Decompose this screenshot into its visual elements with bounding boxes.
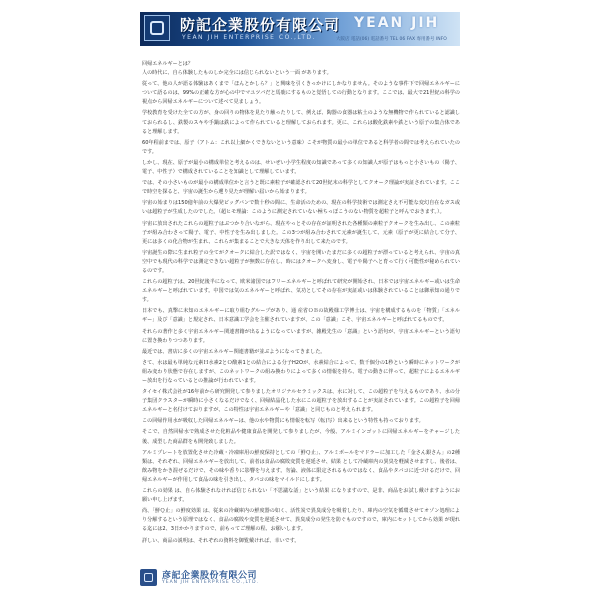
article-title: 回帰エネルギーとは？: [142, 61, 193, 67]
paragraph: 従って、他の人が語る体験はあくまで「ほんとかしら？」と興味を引くきっかけにしかなりません。そのような事件下で回帰エネルギーについて語るのは、99%の正確な方が心の中でマユツバだと馬鹿にするものと覚悟しての行動となります。ここでは、最大で21世紀の科学の視点から回帰エネルギーについて述べて見ましょう。: [142, 81, 460, 106]
footer: [140, 568, 340, 588]
paragraph: 宇宙の始まりは150億年前の大爆発ビッグバンで数十秒の間に、生命活のための、現在の科学技術では測定さえ不可能な変幻自在なガス或いは超粒子が生成したのでした。（超ヒモ理論：このように測定されていない極ちっぽこうのない物質を超粒子と呼んでおきます。）。: [142, 200, 460, 216]
brand-wordmark: YEAN JIH: [354, 15, 440, 31]
paragraph: 詳しい、商品の説明は、それぞれの資料を御覧戴ければ、幸いです。: [142, 537, 300, 544]
footer-company-name: 彦記企業股份有限公司: [162, 571, 258, 581]
contact-info: 大阪店 電話(06) 電話番号 TEL 06 FAX 専用番号 INFO: [336, 37, 447, 42]
article-body: [142, 60, 460, 548]
paragraph: 宇宙誕生の際に生まれ粒子の全てがクオークに結合した訳ではなく、宇宙を開いたまだに多くの超粒子が漂っていると考えられ、宇宙の真空中でも現代の科学では測定できない超粒子が無数に存在し、時にはクオークへ変身し、電子や陽子へと育って行く可能性が秘められているのです。: [142, 249, 460, 274]
paragraph: では、その小さいものが最小の構成単位かと言うと既に素粒子が確認されて20世紀末の科学としてクオーク理論が実証されています。ここで時空を探ると、宇宙の誕生から遡り見たが理解い届いから始まります。: [142, 180, 460, 196]
header-banner: [140, 12, 460, 46]
paragraph: 日本でも、真擊に未知のエネルギーに取り組むグループがあり、通 産省ＯＢの故殿様工学博士は、宇宙を構成するものを「物質」「エネルギー」及び「意識」と規定され、日本意識工学会を主催されていますが、この「意識」こそ、宇宙エネルギーと呼ばれてるものです。: [142, 308, 460, 324]
paragraph: 最近では、書店に多くの宇宙エネルギー関連書籍が並ぶようになってきました。: [142, 348, 326, 355]
company-english-name: YEAN JIH ENTERPRISE CO.,LTD.: [182, 34, 317, 41]
paragraph: それらの著作と多く宇宙エネルギー関連書籍が出るようになっていますが、雑殿先生の「意識」という語句が、宇宙エネルギーという語句に置き換わりつつあります。: [142, 328, 460, 344]
paragraph: そこで、自然回帰水で熟成させた化粧品や健康食品を開発して参りましたが、今般、アルミインゴットに回帰エネルギーをチャージした後、成型した商品群をも開発致しました。: [142, 429, 460, 445]
paragraph: 人の時代に、自ら体験したものしか完全には信じられないという一面 があります。: [142, 70, 332, 77]
company-logo-icon: [144, 15, 170, 41]
company-name: 防記企業股份有限公司: [180, 16, 341, 34]
paragraph: しかし、現在、原子が最小の構成単位と考えるのは、せいぜい小学生程度の知識であって多くの知識人が原子はもっと小さいもの（陽子、電子、中性子）で構成されていることを知識として理解しています。: [142, 159, 460, 176]
paragraph: 宇宙に放出されたこれらの超粒子はぶつかり合いながら、現在やっとその存在が証明された各種類の素粒子クオークを生み出し、この素粒子が組み合わさって陽子、電子、中性子を生み出しました。この3つが組み合わされて元素が誕生して、元素（原子が更に結合して分子、更には多くの化合物が生まれ、これらが集まることで大きな天体を作り出して来たのです。: [142, 220, 460, 245]
paragraph: これらの超粒子は、20世紀後半になって、欧米諸国ではフリーエネルギーと呼ばれて研究が開始され、日本では宇宙エネルギー或いは生命エネルギーと呼ばれています。中国では気のエネルギーと呼ばれ、気功としてその存在が実証或いは体験されていることは御承知の通りです。: [142, 279, 460, 304]
paragraph: アルミプレートを放置化させた冷蔵・冷凍庫用の鮮度保持としての「鮮Ｑ止」、アルミボールをマドラーに加工した「金さん銀さん」の2種類は、それぞれ、回帰エネルギーを放出して、前者は食品の腐敗変質を遅延させ、結果 として冷蔵庫内の異臭を軽減させますし、後者は、飲み物をかき混ぜるだけで、その味や香りに影響を与えます。勿論、液体に限定されるものではなく、食品やタバコに近づけるだけで、回帰エネルギーが作用して食品の味を引き出し、タバコの味をマイルドにします。: [142, 449, 460, 483]
paragraph: 60年程前までは、原子（アトム：これ以上細かくできないという意味）こそが物質の最小の単位であると科学者の間では考えられていたのです。: [142, 139, 460, 155]
paragraph: これらの効果 は、自ら体験されなければ信じられない「不思議な話」という結果 になりますので、是非、商品をお試し戴けますようにお願い申し上げます。: [142, 488, 460, 504]
footer-logo-icon: [140, 569, 157, 586]
paragraph: タイセイ株式会社が16年前から研究開発して参りましたオリジナルセラミックスは、水に対して、この超粒子を与えるものであり、水の分子集団クラスターが瞬時に小さくなるだけでなく、回帰結晶化した水にこの超粒子を放出することが実証されています。この超粒子を回帰エネルギーと名付けておりますが、この特性は宇宙エネルギーや「意識」と同じものと考えられます。: [142, 389, 460, 414]
footer-company-english-name: YEAN JIH ENTERPRISE CO.,LTD.: [162, 580, 260, 585]
paragraph: 尚、「鮮Ｑ止」の鮮度効果 は、従来の冷蔵庫内の鮮度器の如く、活性炭で異臭成分を吸着したり、庫内の空気を循環させてオゾン処理により分解するという原理ではなく、食品の腐敗や変質を遅延させて、異臭成分の発生を防ぐものですので、庫内にセットしてから効果 が現れる迄には2、3日かかりますので、前もってご理解の程、お願いします。: [142, 508, 460, 533]
paragraph: さて、水は最も単純な元素Ｈ水素2とＯ酸素1との結合による分子H2Oが、水素結合によって、数千個分の1秒という瞬時にネットワークが組み変わり状態で存在しますが、このネットワークの組み換わりによって多くの情報を持ち、電子の動きに伴って、超粒子によるエネルギー放出を行なっているとの推論が行われています。: [142, 359, 460, 384]
paragraph: 学校教育を受けた全ての方が、身の回りの物体を見たり触ったりして、例えば、陶器の食器は粘土のような無機物で作られていると認識しておられるし、鉄製のスキや手鍋は鉄によって作られていると理解しておられます。更に、これらは酸化鉄素や鉄という原子の集合体であると理解します。: [142, 110, 460, 135]
paragraph: この回帰作用水が吸収した回帰エネルギーは、他の水や物質にも情報を転写（転)写）出来るという特性も持っております。: [142, 418, 424, 425]
